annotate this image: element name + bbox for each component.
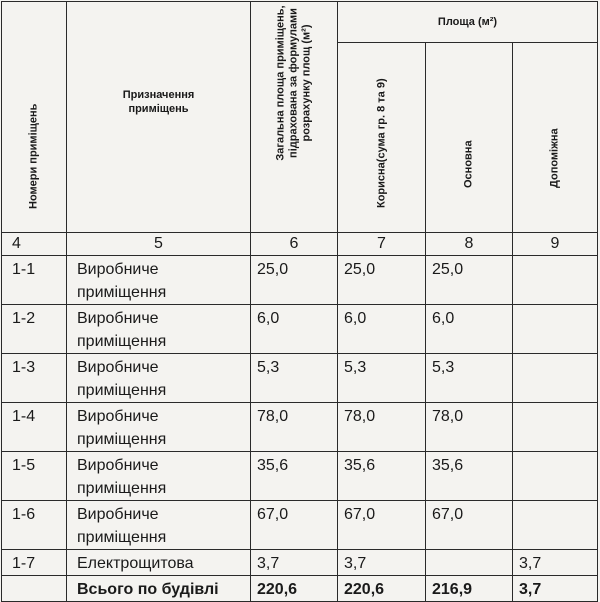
column-number: 6 [251, 233, 338, 256]
main-area-sum: 216,9 [426, 576, 513, 602]
total-row [2, 576, 598, 602]
room-purpose [67, 550, 251, 576]
table-row [2, 305, 598, 354]
column-number: 9 [513, 233, 598, 256]
header-main: Основна [462, 140, 475, 189]
main-area-value [426, 550, 513, 576]
header-auxiliary-cell [513, 43, 598, 233]
total-area-value: 78,0 [251, 403, 338, 452]
room-purpose [67, 305, 251, 354]
total-area-value: 6,0 [251, 305, 338, 354]
total-label: Всього по будівлі [67, 576, 251, 602]
aux-area-value [513, 354, 598, 403]
table-row [2, 256, 598, 305]
table-row [2, 550, 598, 576]
total-area-sum: 220,6 [251, 576, 338, 602]
column-number: 8 [426, 233, 513, 256]
room-purpose [67, 403, 251, 452]
room-purpose-line2: приміщення [77, 431, 167, 448]
total-area-value: 3,7 [251, 550, 338, 576]
header-total-area-cell [251, 2, 338, 233]
header-area-group: Площа (м²) [437, 16, 498, 28]
room-purpose-line2: приміщення [77, 529, 167, 546]
room-purpose-line2: приміщення [77, 333, 167, 350]
room-number: 1-7 [2, 550, 67, 576]
header-useful: Корисна(сума гр. 8 та 9) [375, 78, 387, 209]
room-area-table [1, 1, 598, 602]
total-area-value: 35,6 [251, 452, 338, 501]
header-area-group-cell [338, 2, 598, 43]
useful-area-value: 3,7 [338, 550, 426, 576]
room-number: 1-2 [2, 305, 67, 354]
header-auxiliary: Допоміжна [548, 128, 561, 189]
table-row [2, 501, 598, 550]
useful-area-value: 78,0 [338, 403, 426, 452]
column-number: 5 [67, 233, 251, 256]
room-number: 1-6 [2, 501, 67, 550]
main-area-value: 6,0 [426, 305, 513, 354]
room-number: 1-4 [2, 403, 67, 452]
useful-area-sum: 220,6 [338, 576, 426, 602]
total-area-value: 25,0 [251, 256, 338, 305]
useful-area-value: 25,0 [338, 256, 426, 305]
useful-area-value: 6,0 [338, 305, 426, 354]
room-purpose-line1: Виробниче [77, 261, 159, 278]
room-purpose-line1: Виробниче [77, 506, 159, 523]
room-purpose [67, 501, 251, 550]
room-number: 1-1 [2, 256, 67, 305]
room-purpose-line1: Виробниче [77, 408, 159, 425]
room-purpose-line2: приміщення [77, 480, 167, 497]
header-main-cell [426, 43, 513, 233]
main-area-value: 78,0 [426, 403, 513, 452]
room-purpose-line2: приміщення [77, 284, 167, 301]
room-purpose-line1: Електрощитова [77, 555, 194, 572]
aux-area-value: 3,7 [513, 550, 598, 576]
room-purpose-line1: Виробниче [77, 457, 159, 474]
room-number: 1-5 [2, 452, 67, 501]
main-area-value: 67,0 [426, 501, 513, 550]
header-total-area: Загальна площа приміщень, підрахована за формулами розрахунку площ (м²) [274, 5, 313, 161]
header-purpose-cell [67, 2, 251, 233]
aux-area-value [513, 452, 598, 501]
table-row [2, 403, 598, 452]
aux-area-value [513, 501, 598, 550]
useful-area-value: 67,0 [338, 501, 426, 550]
room-purpose-line1: Виробниче [77, 359, 159, 376]
main-area-value: 35,6 [426, 452, 513, 501]
room-purpose [67, 452, 251, 501]
header-useful-cell [338, 43, 426, 233]
room-purpose-line1: Виробниче [77, 310, 159, 327]
total-area-value: 5,3 [251, 354, 338, 403]
useful-area-value: 5,3 [338, 354, 426, 403]
main-area-value: 5,3 [426, 354, 513, 403]
room-purpose [67, 256, 251, 305]
aux-area-sum: 3,7 [513, 576, 598, 602]
useful-area-value: 35,6 [338, 452, 426, 501]
header-purpose: Призначення приміщень [122, 89, 195, 115]
room-purpose-line2: приміщення [77, 382, 167, 399]
column-number: 7 [338, 233, 426, 256]
header-room-numbers: Номери приміщень [27, 103, 40, 209]
room-number: 1-3 [2, 354, 67, 403]
table-row [2, 354, 598, 403]
total-area-value: 67,0 [251, 501, 338, 550]
header-room-numbers-cell [2, 2, 67, 233]
table-row [2, 452, 598, 501]
room-purpose [67, 354, 251, 403]
column-number: 4 [2, 233, 67, 256]
aux-area-value [513, 305, 598, 354]
aux-area-value [513, 403, 598, 452]
aux-area-value [513, 256, 598, 305]
column-numbers-row [2, 233, 598, 256]
main-area-value: 25,0 [426, 256, 513, 305]
